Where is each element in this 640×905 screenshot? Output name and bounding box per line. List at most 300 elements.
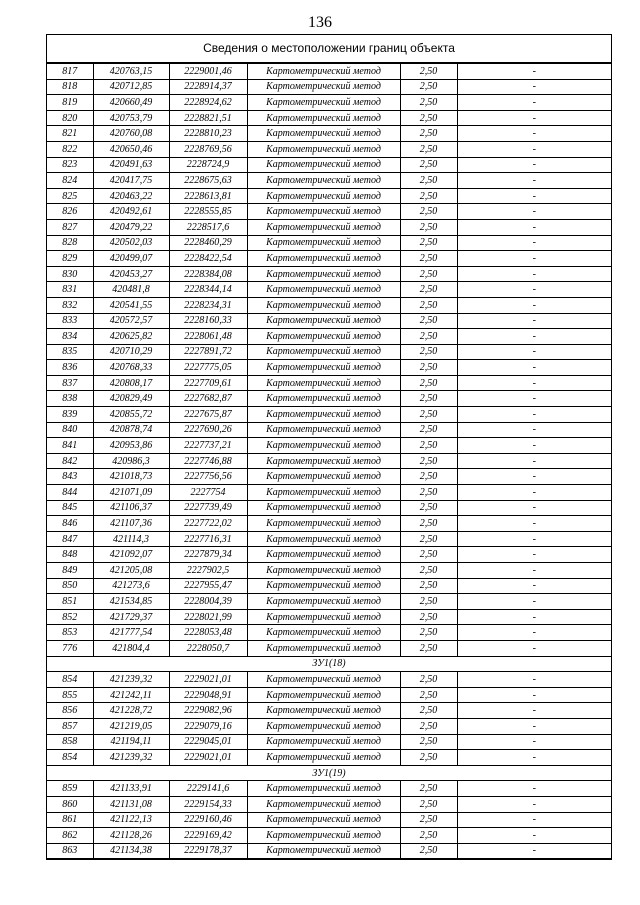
- x-coordinate-cell: 420829,49: [93, 391, 169, 407]
- table-row: [47, 188, 611, 204]
- table-row: [47, 141, 611, 157]
- x-coordinate-cell: 421107,36: [93, 516, 169, 532]
- accuracy-cell: 2,50: [400, 157, 457, 173]
- method-cell: Картометрический метод: [247, 204, 400, 220]
- point-number-cell: 853: [47, 625, 93, 641]
- accuracy-cell: 2,50: [400, 235, 457, 251]
- table-row: [47, 173, 611, 189]
- description-cell: -: [457, 126, 611, 142]
- method-cell: Картометрический метод: [247, 375, 400, 391]
- page-number: 136: [308, 14, 332, 31]
- method-cell: Картометрический метод: [247, 750, 400, 766]
- x-coordinate-cell: 420650,46: [93, 141, 169, 157]
- description-cell: -: [457, 687, 611, 703]
- method-cell: Картометрический метод: [247, 453, 400, 469]
- y-coordinate-cell: 2228422,54: [169, 251, 247, 267]
- method-cell: Картометрический метод: [247, 796, 400, 812]
- y-coordinate-cell: 2229079,16: [169, 718, 247, 734]
- table-row: [47, 640, 611, 656]
- table-row: [47, 344, 611, 360]
- description-cell: -: [457, 391, 611, 407]
- x-coordinate-cell: 420417,75: [93, 173, 169, 189]
- y-coordinate-cell: 2229141,6: [169, 781, 247, 797]
- point-number-cell: 820: [47, 110, 93, 126]
- accuracy-cell: 2,50: [400, 640, 457, 656]
- table-row: [47, 781, 611, 797]
- description-cell: -: [457, 469, 611, 485]
- y-coordinate-cell: 2227756,56: [169, 469, 247, 485]
- point-number-cell: 860: [47, 796, 93, 812]
- accuracy-cell: 2,50: [400, 407, 457, 423]
- x-coordinate-cell: 420660,49: [93, 95, 169, 111]
- point-number-cell: 832: [47, 297, 93, 313]
- description-cell: -: [457, 173, 611, 189]
- description-cell: -: [457, 110, 611, 126]
- accuracy-cell: 2,50: [400, 750, 457, 766]
- x-coordinate-cell: 420710,29: [93, 344, 169, 360]
- boundary-coordinates-table: [47, 63, 611, 859]
- method-cell: Картометрический метод: [247, 126, 400, 142]
- accuracy-cell: 2,50: [400, 547, 457, 563]
- method-cell: Картометрический метод: [247, 828, 400, 844]
- method-cell: Картометрический метод: [247, 812, 400, 828]
- accuracy-cell: 2,50: [400, 204, 457, 220]
- table-row: [47, 828, 611, 844]
- x-coordinate-cell: 420625,82: [93, 329, 169, 345]
- table-row: [47, 360, 611, 376]
- point-number-cell: 818: [47, 79, 93, 95]
- x-coordinate-cell: 421777,54: [93, 625, 169, 641]
- accuracy-cell: 2,50: [400, 828, 457, 844]
- y-coordinate-cell: 2228021,99: [169, 609, 247, 625]
- description-cell: -: [457, 578, 611, 594]
- method-cell: Картометрический метод: [247, 547, 400, 563]
- table-row: [47, 329, 611, 345]
- y-coordinate-cell: 2227775,05: [169, 360, 247, 376]
- y-coordinate-cell: 2227737,21: [169, 438, 247, 454]
- y-coordinate-cell: 2228344,14: [169, 282, 247, 298]
- x-coordinate-cell: 421128,26: [93, 828, 169, 844]
- x-coordinate-cell: 420491,63: [93, 157, 169, 173]
- y-coordinate-cell: 2229169,42: [169, 828, 247, 844]
- y-coordinate-cell: 2228769,56: [169, 141, 247, 157]
- x-coordinate-cell: 421804,4: [93, 640, 169, 656]
- description-cell: -: [457, 235, 611, 251]
- point-number-cell: 833: [47, 313, 93, 329]
- y-coordinate-cell: 2228050,7: [169, 640, 247, 656]
- description-cell: -: [457, 95, 611, 111]
- x-coordinate-cell: 420808,17: [93, 375, 169, 391]
- table-row: [47, 157, 611, 173]
- method-cell: Картометрический метод: [247, 718, 400, 734]
- x-coordinate-cell: 420712,85: [93, 79, 169, 95]
- description-cell: -: [457, 188, 611, 204]
- point-number-cell: 857: [47, 718, 93, 734]
- accuracy-cell: 2,50: [400, 781, 457, 797]
- description-cell: -: [457, 375, 611, 391]
- method-cell: Картометрический метод: [247, 360, 400, 376]
- method-cell: Картометрический метод: [247, 344, 400, 360]
- table-row: [47, 64, 611, 80]
- description-cell: -: [457, 563, 611, 579]
- y-coordinate-cell: 2228061,48: [169, 329, 247, 345]
- method-cell: Картометрический метод: [247, 594, 400, 610]
- y-coordinate-cell: 2227716,31: [169, 531, 247, 547]
- y-coordinate-cell: 2227682,87: [169, 391, 247, 407]
- point-number-cell: 848: [47, 547, 93, 563]
- table-row: [47, 235, 611, 251]
- y-coordinate-cell: 2229048,91: [169, 687, 247, 703]
- y-coordinate-cell: 2228004,39: [169, 594, 247, 610]
- accuracy-cell: 2,50: [400, 188, 457, 204]
- accuracy-cell: 2,50: [400, 110, 457, 126]
- description-cell: -: [457, 360, 611, 376]
- y-coordinate-cell: 2227955,47: [169, 578, 247, 594]
- table-row: [47, 843, 611, 859]
- table-row: [47, 219, 611, 235]
- table-row: [47, 531, 611, 547]
- point-number-cell: 825: [47, 188, 93, 204]
- point-number-cell: 819: [47, 95, 93, 111]
- point-number-cell: 829: [47, 251, 93, 267]
- point-number-cell: 863: [47, 843, 93, 859]
- method-cell: Картометрический метод: [247, 469, 400, 485]
- x-coordinate-cell: 420463,22: [93, 188, 169, 204]
- accuracy-cell: 2,50: [400, 391, 457, 407]
- y-coordinate-cell: 2227722,02: [169, 516, 247, 532]
- x-coordinate-cell: 420878,74: [93, 422, 169, 438]
- description-cell: -: [457, 812, 611, 828]
- method-cell: Картометрический метод: [247, 188, 400, 204]
- method-cell: Картометрический метод: [247, 500, 400, 516]
- x-coordinate-cell: 421729,37: [93, 609, 169, 625]
- description-cell: -: [457, 750, 611, 766]
- description-cell: -: [457, 407, 611, 423]
- x-coordinate-cell: 421239,32: [93, 672, 169, 688]
- point-number-cell: 836: [47, 360, 93, 376]
- y-coordinate-cell: 2228517,6: [169, 219, 247, 235]
- point-number-cell: 846: [47, 516, 93, 532]
- accuracy-cell: 2,50: [400, 360, 457, 376]
- table-row: [47, 750, 611, 766]
- method-cell: Картометрический метод: [247, 703, 400, 719]
- accuracy-cell: 2,50: [400, 64, 457, 80]
- accuracy-cell: 2,50: [400, 718, 457, 734]
- description-cell: -: [457, 594, 611, 610]
- table-row: [47, 485, 611, 501]
- method-cell: Картометрический метод: [247, 734, 400, 750]
- x-coordinate-cell: 421239,32: [93, 750, 169, 766]
- x-coordinate-cell: 420479,22: [93, 219, 169, 235]
- x-coordinate-cell: 421133,91: [93, 781, 169, 797]
- method-cell: Картометрический метод: [247, 438, 400, 454]
- description-cell: -: [457, 828, 611, 844]
- accuracy-cell: 2,50: [400, 375, 457, 391]
- x-coordinate-cell: 421092,07: [93, 547, 169, 563]
- accuracy-cell: 2,50: [400, 812, 457, 828]
- method-cell: Картометрический метод: [247, 79, 400, 95]
- description-cell: -: [457, 438, 611, 454]
- description-cell: -: [457, 453, 611, 469]
- point-number-cell: 850: [47, 578, 93, 594]
- point-number-cell: 845: [47, 500, 93, 516]
- y-coordinate-cell: 2227675,87: [169, 407, 247, 423]
- method-cell: Картометрический метод: [247, 141, 400, 157]
- x-coordinate-cell: 420768,33: [93, 360, 169, 376]
- point-number-cell: 851: [47, 594, 93, 610]
- point-number-cell: 822: [47, 141, 93, 157]
- y-coordinate-cell: 2229045,01: [169, 734, 247, 750]
- method-cell: Картометрический метод: [247, 625, 400, 641]
- x-coordinate-cell: 421134,38: [93, 843, 169, 859]
- y-coordinate-cell: 2228675,63: [169, 173, 247, 189]
- method-cell: Картометрический метод: [247, 313, 400, 329]
- table-row: [47, 812, 611, 828]
- method-cell: Картометрический метод: [247, 563, 400, 579]
- method-cell: Картометрический метод: [247, 173, 400, 189]
- point-number-cell: 821: [47, 126, 93, 142]
- x-coordinate-cell: 421219,05: [93, 718, 169, 734]
- description-cell: -: [457, 64, 611, 80]
- table-row: [47, 79, 611, 95]
- point-number-cell: 856: [47, 703, 93, 719]
- table-row: [47, 672, 611, 688]
- method-cell: Картометрический метод: [247, 578, 400, 594]
- table-row: [47, 796, 611, 812]
- accuracy-cell: 2,50: [400, 531, 457, 547]
- table-row: [47, 266, 611, 282]
- accuracy-cell: 2,50: [400, 687, 457, 703]
- accuracy-cell: 2,50: [400, 609, 457, 625]
- description-cell: -: [457, 297, 611, 313]
- y-coordinate-cell: 2228053,48: [169, 625, 247, 641]
- y-coordinate-cell: 2228384,08: [169, 266, 247, 282]
- y-coordinate-cell: 2228460,29: [169, 235, 247, 251]
- table-row: [47, 313, 611, 329]
- table-row: [47, 391, 611, 407]
- point-number-cell: 817: [47, 64, 93, 80]
- method-cell: Картометрический метод: [247, 391, 400, 407]
- y-coordinate-cell: 2229154,33: [169, 796, 247, 812]
- accuracy-cell: 2,50: [400, 843, 457, 859]
- x-coordinate-cell: 421194,11: [93, 734, 169, 750]
- point-number-cell: 823: [47, 157, 93, 173]
- description-cell: -: [457, 282, 611, 298]
- x-coordinate-cell: 420481,8: [93, 282, 169, 298]
- y-coordinate-cell: 2229001,46: [169, 64, 247, 80]
- accuracy-cell: 2,50: [400, 672, 457, 688]
- accuracy-cell: 2,50: [400, 453, 457, 469]
- method-cell: Картометрический метод: [247, 781, 400, 797]
- y-coordinate-cell: 2229021,01: [169, 672, 247, 688]
- point-number-cell: 861: [47, 812, 93, 828]
- description-cell: -: [457, 640, 611, 656]
- point-number-cell: 831: [47, 282, 93, 298]
- x-coordinate-cell: 420953,86: [93, 438, 169, 454]
- accuracy-cell: 2,50: [400, 141, 457, 157]
- table-header-title: Сведения о местоположении границ объекта: [47, 35, 611, 63]
- x-coordinate-cell: 420541,55: [93, 297, 169, 313]
- accuracy-cell: 2,50: [400, 469, 457, 485]
- method-cell: Картометрический метод: [247, 485, 400, 501]
- point-number-cell: 840: [47, 422, 93, 438]
- description-cell: -: [457, 547, 611, 563]
- point-number-cell: 862: [47, 828, 93, 844]
- description-cell: -: [457, 718, 611, 734]
- table-row: [47, 375, 611, 391]
- x-coordinate-cell: 421534,85: [93, 594, 169, 610]
- table-row: [47, 718, 611, 734]
- accuracy-cell: 2,50: [400, 344, 457, 360]
- accuracy-cell: 2,50: [400, 313, 457, 329]
- description-cell: -: [457, 329, 611, 345]
- table-row: [47, 687, 611, 703]
- method-cell: Картометрический метод: [247, 329, 400, 345]
- point-number-cell: 859: [47, 781, 93, 797]
- method-cell: Картометрический метод: [247, 422, 400, 438]
- y-coordinate-cell: 2228234,31: [169, 297, 247, 313]
- x-coordinate-cell: 420492,61: [93, 204, 169, 220]
- y-coordinate-cell: 2227902,5: [169, 563, 247, 579]
- y-coordinate-cell: 2229178,37: [169, 843, 247, 859]
- x-coordinate-cell: 421018,73: [93, 469, 169, 485]
- method-cell: Картометрический метод: [247, 157, 400, 173]
- section-label: ЗУ1(19): [47, 765, 611, 781]
- accuracy-cell: 2,50: [400, 500, 457, 516]
- y-coordinate-cell: 2228160,33: [169, 313, 247, 329]
- description-cell: -: [457, 485, 611, 501]
- y-coordinate-cell: 2228555,85: [169, 204, 247, 220]
- accuracy-cell: 2,50: [400, 79, 457, 95]
- x-coordinate-cell: 421131,08: [93, 796, 169, 812]
- method-cell: Картометрический метод: [247, 609, 400, 625]
- x-coordinate-cell: 421106,37: [93, 500, 169, 516]
- x-coordinate-cell: 421071,09: [93, 485, 169, 501]
- y-coordinate-cell: 2229082,96: [169, 703, 247, 719]
- accuracy-cell: 2,50: [400, 126, 457, 142]
- y-coordinate-cell: 2227891,72: [169, 344, 247, 360]
- x-coordinate-cell: 420753,79: [93, 110, 169, 126]
- y-coordinate-cell: 2228613,81: [169, 188, 247, 204]
- description-cell: -: [457, 219, 611, 235]
- table-row: [47, 547, 611, 563]
- boundary-table-frame: [46, 34, 612, 860]
- accuracy-cell: 2,50: [400, 266, 457, 282]
- x-coordinate-cell: 421205,08: [93, 563, 169, 579]
- y-coordinate-cell: 2229021,01: [169, 750, 247, 766]
- description-cell: -: [457, 625, 611, 641]
- method-cell: Картометрический метод: [247, 282, 400, 298]
- point-number-cell: 854: [47, 672, 93, 688]
- accuracy-cell: 2,50: [400, 173, 457, 189]
- y-coordinate-cell: 2228914,37: [169, 79, 247, 95]
- y-coordinate-cell: 2227879,34: [169, 547, 247, 563]
- accuracy-cell: 2,50: [400, 251, 457, 267]
- accuracy-cell: 2,50: [400, 516, 457, 532]
- table-row: [47, 609, 611, 625]
- method-cell: Картометрический метод: [247, 235, 400, 251]
- description-cell: -: [457, 204, 611, 220]
- accuracy-cell: 2,50: [400, 594, 457, 610]
- point-number-cell: 834: [47, 329, 93, 345]
- table-row: [47, 422, 611, 438]
- description-cell: -: [457, 313, 611, 329]
- x-coordinate-cell: 421122,13: [93, 812, 169, 828]
- point-number-cell: 849: [47, 563, 93, 579]
- accuracy-cell: 2,50: [400, 578, 457, 594]
- y-coordinate-cell: 2228724,9: [169, 157, 247, 173]
- table-row: [47, 126, 611, 142]
- accuracy-cell: 2,50: [400, 563, 457, 579]
- method-cell: Картометрический метод: [247, 110, 400, 126]
- table-row: [47, 625, 611, 641]
- table-row: [47, 251, 611, 267]
- accuracy-cell: 2,50: [400, 422, 457, 438]
- point-number-cell: 847: [47, 531, 93, 547]
- y-coordinate-cell: 2228924,62: [169, 95, 247, 111]
- x-coordinate-cell: 420986,3: [93, 453, 169, 469]
- y-coordinate-cell: 2228821,51: [169, 110, 247, 126]
- description-cell: -: [457, 422, 611, 438]
- description-cell: -: [457, 672, 611, 688]
- description-cell: -: [457, 531, 611, 547]
- table-row: [47, 563, 611, 579]
- description-cell: -: [457, 796, 611, 812]
- table-row: [47, 453, 611, 469]
- x-coordinate-cell: 420502,03: [93, 235, 169, 251]
- section-row: [47, 656, 611, 672]
- table-row: [47, 594, 611, 610]
- point-number-cell: 854: [47, 750, 93, 766]
- accuracy-cell: 2,50: [400, 95, 457, 111]
- description-cell: -: [457, 79, 611, 95]
- description-cell: -: [457, 344, 611, 360]
- description-cell: -: [457, 609, 611, 625]
- accuracy-cell: 2,50: [400, 282, 457, 298]
- x-coordinate-cell: 420453,27: [93, 266, 169, 282]
- method-cell: Картометрический метод: [247, 266, 400, 282]
- point-number-cell: 827: [47, 219, 93, 235]
- x-coordinate-cell: 421273,6: [93, 578, 169, 594]
- point-number-cell: 858: [47, 734, 93, 750]
- description-cell: -: [457, 251, 611, 267]
- table-row: [47, 407, 611, 423]
- description-cell: -: [457, 843, 611, 859]
- point-number-cell: 838: [47, 391, 93, 407]
- point-number-cell: 841: [47, 438, 93, 454]
- accuracy-cell: 2,50: [400, 297, 457, 313]
- point-number-cell: 844: [47, 485, 93, 501]
- description-cell: -: [457, 781, 611, 797]
- point-number-cell: 830: [47, 266, 93, 282]
- accuracy-cell: 2,50: [400, 734, 457, 750]
- x-coordinate-cell: 421242,11: [93, 687, 169, 703]
- point-number-cell: 837: [47, 375, 93, 391]
- method-cell: Картометрический метод: [247, 407, 400, 423]
- description-cell: -: [457, 516, 611, 532]
- description-cell: -: [457, 266, 611, 282]
- section-label: ЗУ1(18): [47, 656, 611, 672]
- point-number-cell: 826: [47, 204, 93, 220]
- table-row: [47, 297, 611, 313]
- x-coordinate-cell: 421228,72: [93, 703, 169, 719]
- table-row: [47, 110, 611, 126]
- x-coordinate-cell: 420499,07: [93, 251, 169, 267]
- accuracy-cell: 2,50: [400, 219, 457, 235]
- x-coordinate-cell: 420572,57: [93, 313, 169, 329]
- point-number-cell: 824: [47, 173, 93, 189]
- point-number-cell: 776: [47, 640, 93, 656]
